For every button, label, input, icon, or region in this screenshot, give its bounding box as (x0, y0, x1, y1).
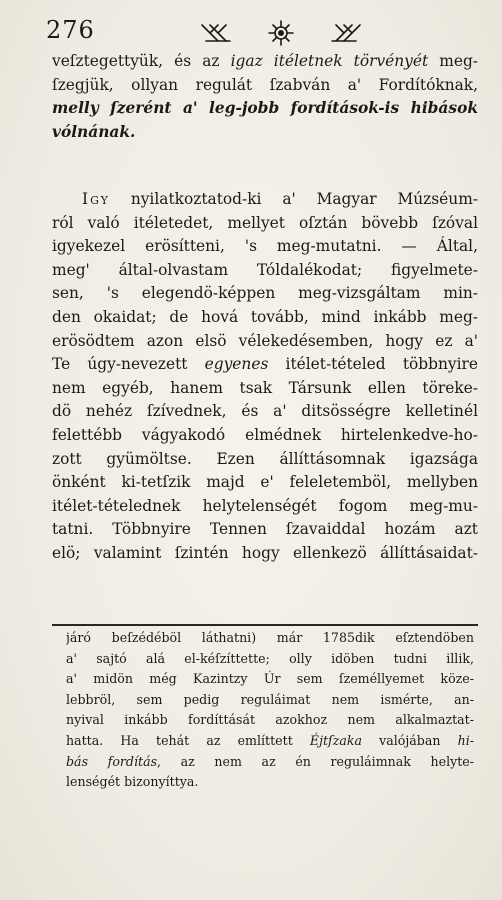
text-line: ſzegjük, ollyan regulát ſzabván a' Fordítóknak, (52, 75, 478, 94)
text-line (52, 188, 478, 212)
text-run: nyilatkoztatod-ki a' Magyar Múzséum- (109, 190, 478, 208)
footnote-divider (52, 624, 478, 626)
footnote-line: lenségét bizonyíttya. (66, 774, 199, 790)
text-run: hatta. Ha tehát az említtett (66, 732, 310, 748)
text-line: önként ki-tetſzik majd e' feleletemböl, mellyben (52, 473, 478, 492)
text-run: meg- (428, 52, 478, 70)
text-line: ról való itéletedet, mellyet oſztán bövebb ſzóval (52, 213, 478, 232)
italic-text-run: hi- (457, 732, 474, 748)
footnote (66, 628, 474, 793)
text-run: , az nem az én reguláimnak helyte- (157, 753, 474, 769)
text-run: Te úgy-nevezett (52, 355, 205, 374)
italic-text-run: bás fordítás (66, 753, 158, 769)
footnote-line: a' sajtó alá el-kéſzíttette; olly idöben tudni illik, (66, 650, 474, 666)
text-line: dö nehéz ſzívednek, és a' ditsösségre kelletinél (52, 402, 478, 421)
text-line: melly ſzerént a' leg-jobb fordítások-is hibások (52, 99, 478, 118)
text-line: felettébb vágyakodó elmédnek hirtelenkedve-ho- (52, 425, 478, 444)
text-line: elö; valamint ſzintén hogy ellenkezö állíttásaidat- (52, 543, 478, 562)
text-line: den okaidat; de hová tovább, mind inkább meg- (52, 307, 478, 326)
text-line (52, 50, 478, 74)
text-line: itélet-tételednek helytelenségét fogom meg-mu- (52, 496, 478, 515)
footnote-line: a' midön még Kazintzy Úr sem ſzeméllyemet köze- (66, 671, 474, 687)
page-number: 276 (46, 16, 95, 44)
italic-text-run: igaz itéletnek törvényét (230, 52, 429, 70)
italic-text-run: Éjtſzaka (309, 732, 362, 748)
footnote-line: nyival inkább fordíttását azokhoz nem alkalmaztat- (66, 712, 474, 728)
footnote-line: lebbröl, sem pedig reguláimat nem ismérte, an- (66, 691, 474, 707)
main-paragraph (52, 188, 478, 566)
continued-paragraph (52, 50, 478, 144)
footnote-line (66, 731, 474, 752)
text-run: valójában (362, 732, 458, 748)
text-line: sen, 's elegendö-képpen meg-vizsgáltam min- (52, 284, 478, 303)
italic-text-run: egyenes (204, 355, 269, 374)
text-run: itélet-tételed többnyire (268, 355, 478, 374)
page-header (46, 14, 466, 50)
footnote-line (66, 752, 474, 773)
text-line: vólnának. (52, 122, 136, 141)
fleuron-ornament-icon (196, 20, 366, 46)
text-line (52, 353, 478, 377)
small-caps-word: Igy (82, 190, 110, 208)
footnote-line: járó beſzédéböl láthatni) már 1785dik eſztendöben (66, 630, 474, 645)
text-line: nem egyéb, hanem tsak Társunk ellen töreke- (52, 378, 478, 397)
text-run: veſztegettyük, és az (52, 52, 231, 70)
text-line: tatni. Többnyire Tennen ſzavaiddal hozám azt (52, 520, 478, 539)
text-line: erösödtem azon elsö vélekedésemben, hogy ez a' (52, 331, 478, 350)
text-line: zott gyümöltse. Ezen állíttásomnak igazsága (52, 449, 478, 468)
text-line: igyekezel erösítteni, 's meg-mutatni. — Által, (52, 237, 478, 256)
text-line: meg' által-olvastam Tóldalékodat; figyelmete- (52, 260, 478, 279)
